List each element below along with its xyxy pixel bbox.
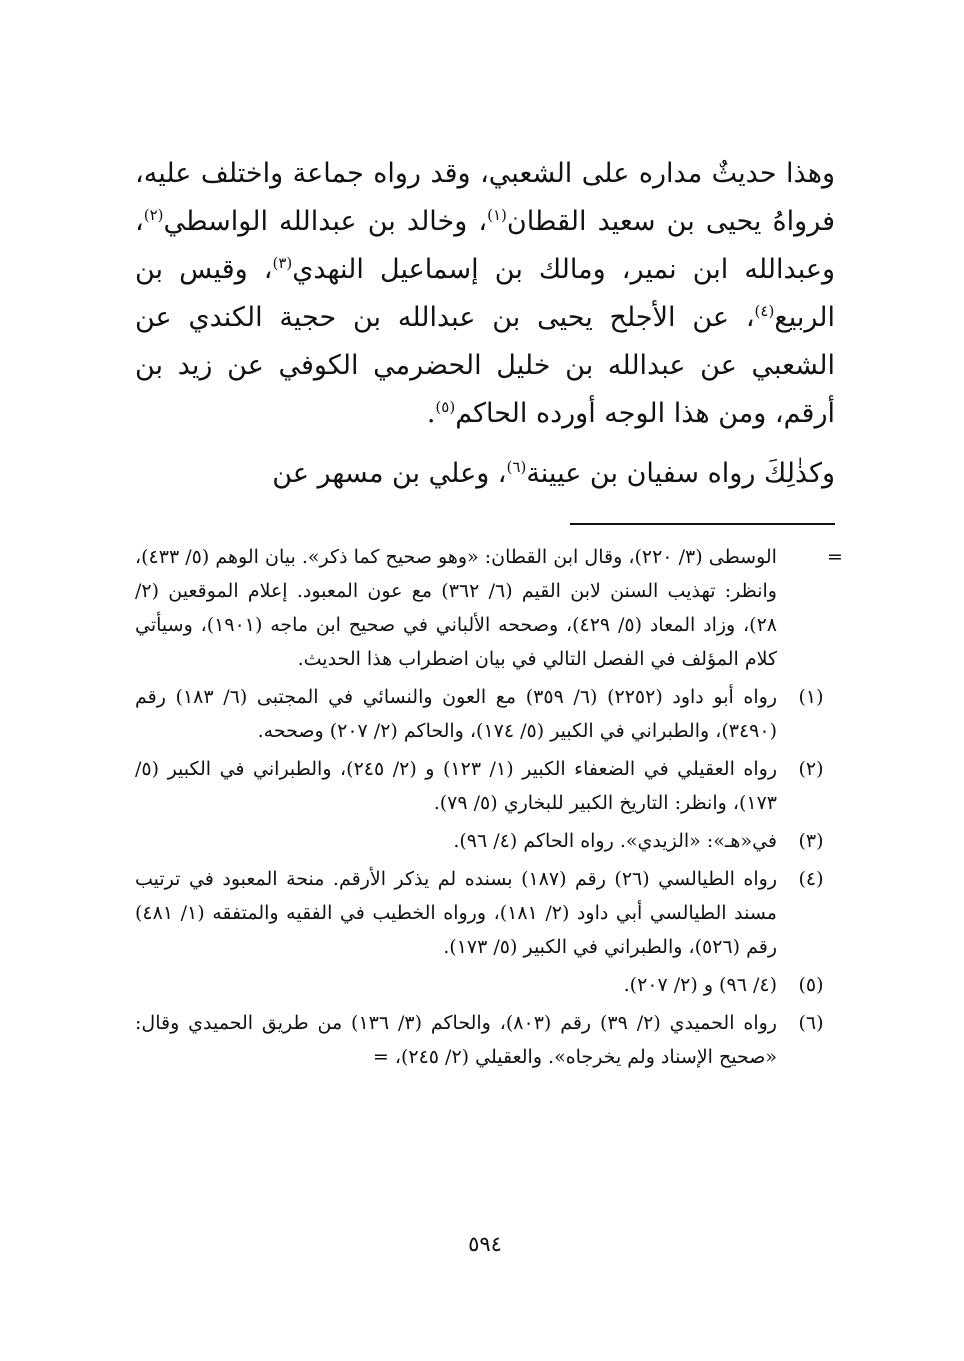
footnote-ref[interactable]: (٣): [272, 254, 293, 272]
footnote-number: (٥): [798, 974, 824, 996]
book-page: [135, 150, 843, 1256]
main-text: [135, 150, 835, 498]
continuation-mark: =: [827, 546, 843, 568]
footnote-text: (٤/ ٩٦) و (٢/ ٢٠٧).: [623, 974, 777, 996]
footnote-6: [135, 1006, 835, 1074]
footnote-ref[interactable]: (٢): [143, 206, 164, 224]
footnote-number: (٤): [798, 868, 824, 890]
footnote-4: [135, 862, 835, 964]
footnote-1: [135, 680, 835, 748]
page-number: ٥٩٤: [468, 1232, 502, 1256]
footnote-ref[interactable]: (١): [487, 206, 507, 224]
footnote-text: رواه العقيلي في الضعفاء الكبير (١/ ١٢٣) و (٢/ ٢٤٥)، والطبراني في الكبير (٥/ ١٧٣)، وانظر: التاريخ الكبير للبخاري (٥/ ٧٩).: [135, 758, 777, 814]
footnote-ref[interactable]: (٤): [754, 302, 775, 320]
footnote-number: (٢): [798, 758, 824, 780]
footnotes: [135, 540, 843, 1078]
paragraph-1: وهذا حديثٌ مداره على الشعبي، وقد رواه جماعة واختلف عليه، فرواهُ يحيى بن سعيد القطان$^{(١)}$، وخالد بن عبدالله الواسطي$^{(٢)}$، وعبدالله ابن نمير، ومالك بن إسماعيل النهدي$^{(٣)}$، وقيس بن الربيع$^{(٤)}$، عن الأجلح يحيى بن عبدالله بن حجية الكندي عن الشعبي عن عبدالله بن خليل الحضرمي الكوفي عن زيد بن أرقم، ومن هذا الوجه أورده الحاكم$^{(٥)}$.: [135, 158, 836, 429]
footnote-number: (٦): [798, 1012, 824, 1034]
footnote-2: [135, 752, 835, 820]
footnote-continuation: [135, 540, 843, 676]
footnote-text: رواه الحميدي (٢/ ٣٩) رقم (٨٠٣)، والحاكم (٣/ ١٣٦) من طريق الحميدي وقال: «صحيح الإسناد ولم يخرجاه». والعقيلي (٢/ ٢٤٥)، =: [135, 1012, 777, 1068]
footnote-ref[interactable]: (٦): [506, 458, 527, 476]
paragraph-2: وكذٰلِكَ رواه سفيان بن عيينة$^{(٦)}$، وعلي بن مسهر عن: [272, 458, 835, 489]
footnote-text: في«هـ»: «الزيدي». رواه الحاكم (٤/ ٩٦).: [453, 830, 777, 852]
footnote-number: (٣): [798, 830, 824, 852]
footnote-text: الوسطى (٣/ ٢٢٠)، وقال ابن القطان: «وهو صحيح كما ذكر». بيان الوهم (٥/ ٤٣٣)، وانظر: تهذيب السنن لابن القيم (٦/ ٣٦٢) مع عون المعبود. إعلام الموقعين (٢/ ٢٨)، وزاد المعاد (٥/ ٤٢٩)، وصححه الألباني في صحيح ابن ماجه (١٩٠١)، وسيأتي كلام المؤلف في الفصل التالي في بيان اضطراب هذا الحديث.: [135, 546, 778, 670]
footnote-number: (١): [798, 686, 824, 708]
footnote-ref[interactable]: (٥): [435, 398, 456, 416]
footnote-5: [135, 968, 835, 1002]
footnote-separator: [570, 523, 835, 525]
footnote-3: [135, 824, 835, 858]
footnote-text: رواه أبو داود (٢٢٥٢) (٦/ ٣٥٩) مع العون والنسائي في المجتبى (٦/ ١٨٣) رقم (٣٤٩٠)، والطبراني في الكبير (٥/ ١٧٤)، والحاكم (٢/ ٢٠٧) وصححه.: [135, 686, 778, 742]
footnote-text: رواه الطيالسي (٢٦) رقم (١٨٧) بسنده لم يذكر الأرقم. منحة المعبود في ترتيب مسند الطيالسي أبي داود (٢/ ١٨١)، ورواه الخطيب في الفقيه والمتفقه (١/ ٤٨١) رقم (٥٢٦)، والطبراني في الكبير (٥/ ١٧٣).: [135, 868, 777, 958]
